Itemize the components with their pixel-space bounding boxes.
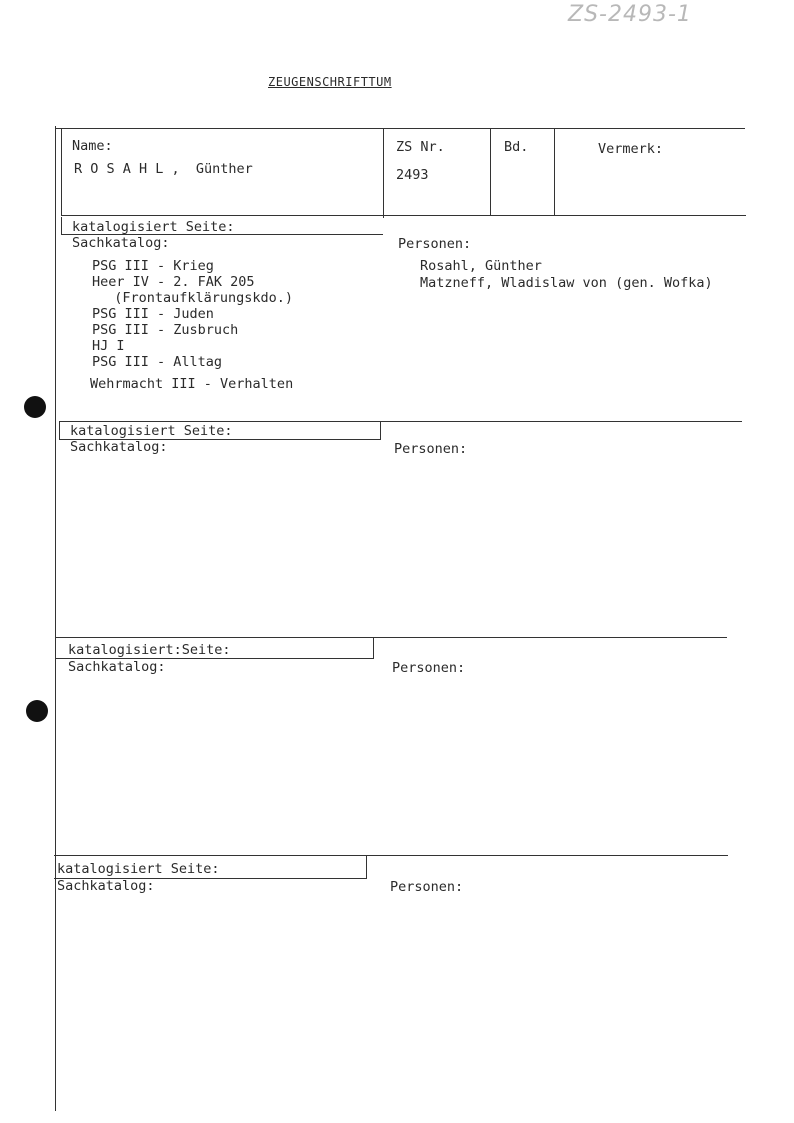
personen-label-4: Personen: bbox=[390, 879, 464, 895]
header-inner-left bbox=[61, 128, 62, 216]
name-label: Name: bbox=[72, 138, 113, 154]
katalog-box-1-left bbox=[61, 217, 62, 235]
katalog-box-2-left bbox=[59, 421, 60, 440]
sach-entry-5: PSG III - Zusbruch bbox=[92, 322, 239, 338]
sach-entry-4: PSG III - Juden bbox=[92, 306, 214, 322]
katalog-label-4: katalogisiert Seite: bbox=[57, 861, 220, 877]
header-divider-2 bbox=[490, 128, 491, 216]
sachkatalog-label-4: Sachkatalog: bbox=[57, 878, 155, 894]
katalog-box-3-right bbox=[373, 637, 374, 659]
personen-entry-1: Rosahl, Günther bbox=[420, 258, 542, 274]
katalog-label-1: katalogisiert Seite: bbox=[72, 219, 235, 235]
section-4-top-line bbox=[54, 855, 728, 856]
header-top-line bbox=[55, 128, 745, 129]
left-border bbox=[55, 126, 56, 1111]
sach-entry-7: PSG III - Alltag bbox=[92, 354, 223, 370]
personen-label-2: Personen: bbox=[394, 441, 468, 457]
punch-hole-top bbox=[24, 396, 46, 418]
sachkatalog-label-3: Sachkatalog: bbox=[68, 659, 166, 675]
personen-label-3: Personen: bbox=[392, 660, 466, 676]
header-divider-1 bbox=[383, 128, 384, 218]
section-2-top-line bbox=[59, 421, 742, 422]
sach-entry-3: (Frontaufklärungskdo.) bbox=[98, 290, 294, 306]
zs-value: 2493 bbox=[396, 167, 429, 183]
katalog-box-4-right bbox=[366, 855, 367, 879]
section-3-top-line bbox=[55, 637, 727, 638]
sachkatalog-label-2: Sachkatalog: bbox=[70, 439, 168, 455]
sachkatalog-label-1: Sachkatalog: bbox=[72, 235, 170, 251]
sach-entry-8: Wehrmacht III - Verhalten bbox=[90, 376, 294, 392]
header-bottom-line bbox=[61, 215, 746, 216]
sach-entry-6: HJ I bbox=[92, 338, 125, 354]
katalog-label-3: katalogisiert:Seite: bbox=[68, 642, 231, 658]
zs-label: ZS Nr. bbox=[396, 139, 445, 155]
sach-entry-2: Heer IV - 2. FAK 205 bbox=[92, 274, 255, 290]
archive-number: ZS-2493-1 bbox=[568, 2, 692, 27]
personen-label-1: Personen: bbox=[398, 236, 472, 252]
name-value: R O S A H L , Günther bbox=[74, 161, 253, 177]
sach-entry-1: PSG III - Krieg bbox=[92, 258, 214, 274]
document-title: ZEUGENSCHRIFTTUM bbox=[268, 75, 392, 89]
header-divider-3 bbox=[554, 128, 555, 216]
katalog-label-2: katalogisiert Seite: bbox=[70, 423, 233, 439]
punch-hole-bottom bbox=[26, 700, 48, 722]
katalog-box-2-right bbox=[380, 421, 381, 440]
vermerk-label: Vermerk: bbox=[598, 141, 664, 157]
personen-entry-2: Matzneff, Wladislaw von (gen. Wofka) bbox=[420, 275, 713, 291]
bd-label: Bd. bbox=[504, 139, 529, 155]
